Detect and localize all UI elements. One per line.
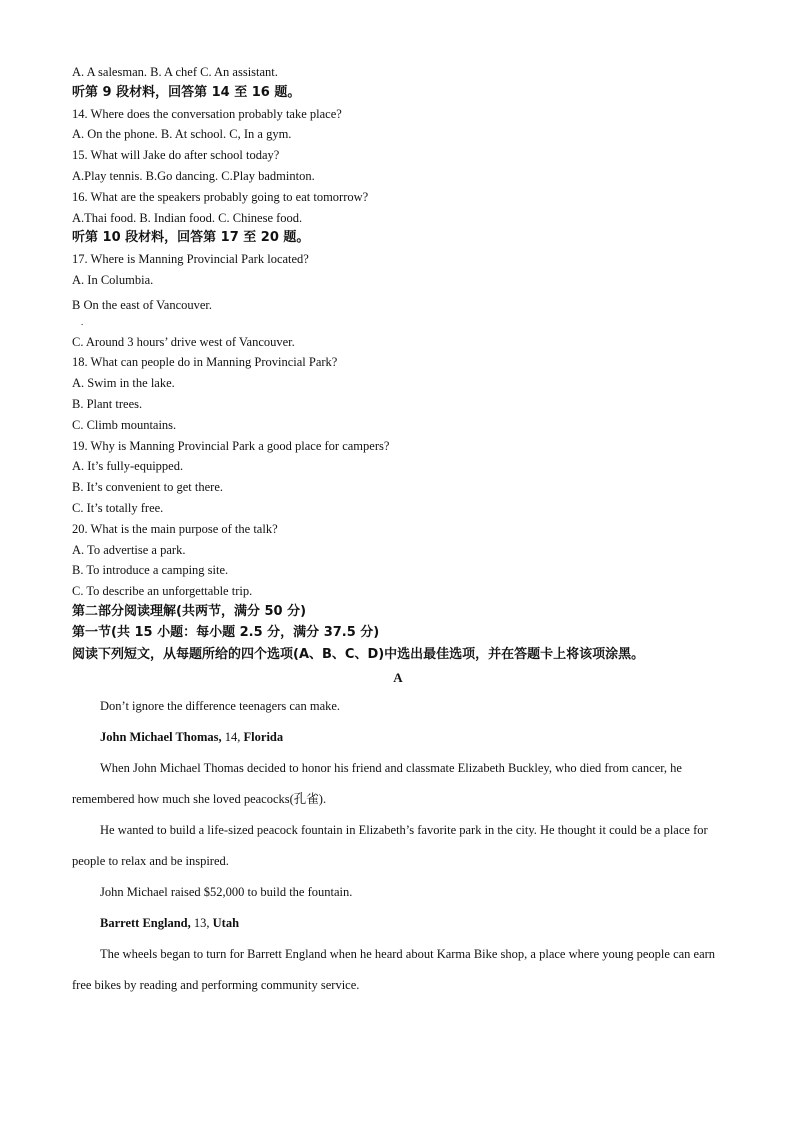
person-2-name: Barrett England,: [100, 915, 191, 930]
q13-options: A. A salesman. B. A chef C. An assistant.: [72, 65, 278, 79]
passage-title: A: [393, 669, 403, 685]
question-15-options: A.Play tennis. B.Go dancing. C.Play badminton.: [72, 168, 315, 183]
person-1-name: John Michael Thomas,: [100, 729, 222, 744]
stray-dot: [72, 316, 724, 332]
document-page: [72, 62, 724, 1001]
question-19-option-c: C. It’s totally free.: [72, 500, 164, 515]
question-17-option-b: B On the east of Vancouver.: [72, 297, 213, 312]
section-1-header: 第一节(共 15 小题：每小题 2.5 分，满分 37.5 分): [72, 624, 380, 640]
question-14-options: A. On the phone. B. At school. C, In a gym.: [72, 127, 292, 142]
question-15: 15. What will Jake do after school today?: [72, 148, 280, 163]
section-9-header: 听第 9 段材料，回答第 14 至 16 题。: [72, 84, 301, 100]
question-19-option-a: A. It’s fully-equipped.: [72, 459, 184, 474]
paragraph-4: The wheels began to turn for Barrett England when he heard about Karma Bike shop, a place where young people can earn free bikes by reading and performing community service.: [72, 946, 716, 992]
question-14: 14. Where does the conversation probably take place?: [72, 106, 342, 121]
part-2-header: 第二部分阅读理解(共两节，满分 50 分): [72, 603, 307, 619]
question-17: 17. Where is Manning Provincial Park located?: [72, 252, 309, 267]
person-1-heading: [72, 722, 724, 753]
question-18: 18. What can people do in Manning Provincial Park?: [72, 355, 338, 370]
question-17-option-c: C. Around 3 hours’ drive west of Vancouver.: [72, 334, 295, 349]
person-1-age: 14,: [221, 729, 244, 744]
person-1-place: Florida: [243, 729, 284, 744]
stray-dot-mark: .: [81, 316, 84, 327]
person-2-age: 13,: [190, 915, 213, 930]
question-20-option-c: C. To describe an unforgettable trip.: [72, 584, 253, 599]
question-18-option-b: B. Plant trees.: [72, 396, 143, 411]
person-2-place: Utah: [212, 915, 240, 930]
question-17-option-a: A. In Columbia.: [72, 272, 154, 287]
question-20: 20. What is the main purpose of the talk?: [72, 521, 278, 536]
paragraph-3: John Michael raised $52,000 to build the fountain.: [100, 884, 353, 899]
passage-intro: Don’t ignore the difference teenagers can make.: [100, 698, 341, 713]
reading-instructions: 阅读下列短文，从每题所给的四个选项(A、B、C、D)中选出最佳选项，并在答题卡上将该项涂黑。: [72, 646, 645, 662]
question-18-option-c: C. Climb mountains.: [72, 417, 177, 432]
question-16-options: A.Thai food. B. Indian food. C. Chinese food.: [72, 210, 303, 225]
section-10-header: 听第 10 段材料，回答第 17 至 20 题。: [72, 230, 310, 246]
question-20-option-a: A. To advertise a park.: [72, 542, 186, 557]
question-20-option-b: B. To introduce a camping site.: [72, 563, 229, 578]
question-16: 16. What are the speakers probably going to eat tomorrow?: [72, 189, 369, 204]
question-18-option-a: A. Swim in the lake.: [72, 376, 175, 391]
paragraph-2: He wanted to build a life-sized peacock fountain in Elizabeth’s favorite park in the city. He thought it could be a place for people to relax and be inspired.: [72, 822, 708, 868]
question-19-option-b: B. It’s convenient to get there.: [72, 480, 224, 495]
paragraph-1: When John Michael Thomas decided to honor his friend and classmate Elizabeth Buckley, who died from cancer, he remembered how much she loved peacocks(孔雀).: [72, 760, 682, 806]
person-2-heading: [72, 908, 724, 939]
question-19: 19. Why is Manning Provincial Park a good place for campers?: [72, 438, 390, 453]
